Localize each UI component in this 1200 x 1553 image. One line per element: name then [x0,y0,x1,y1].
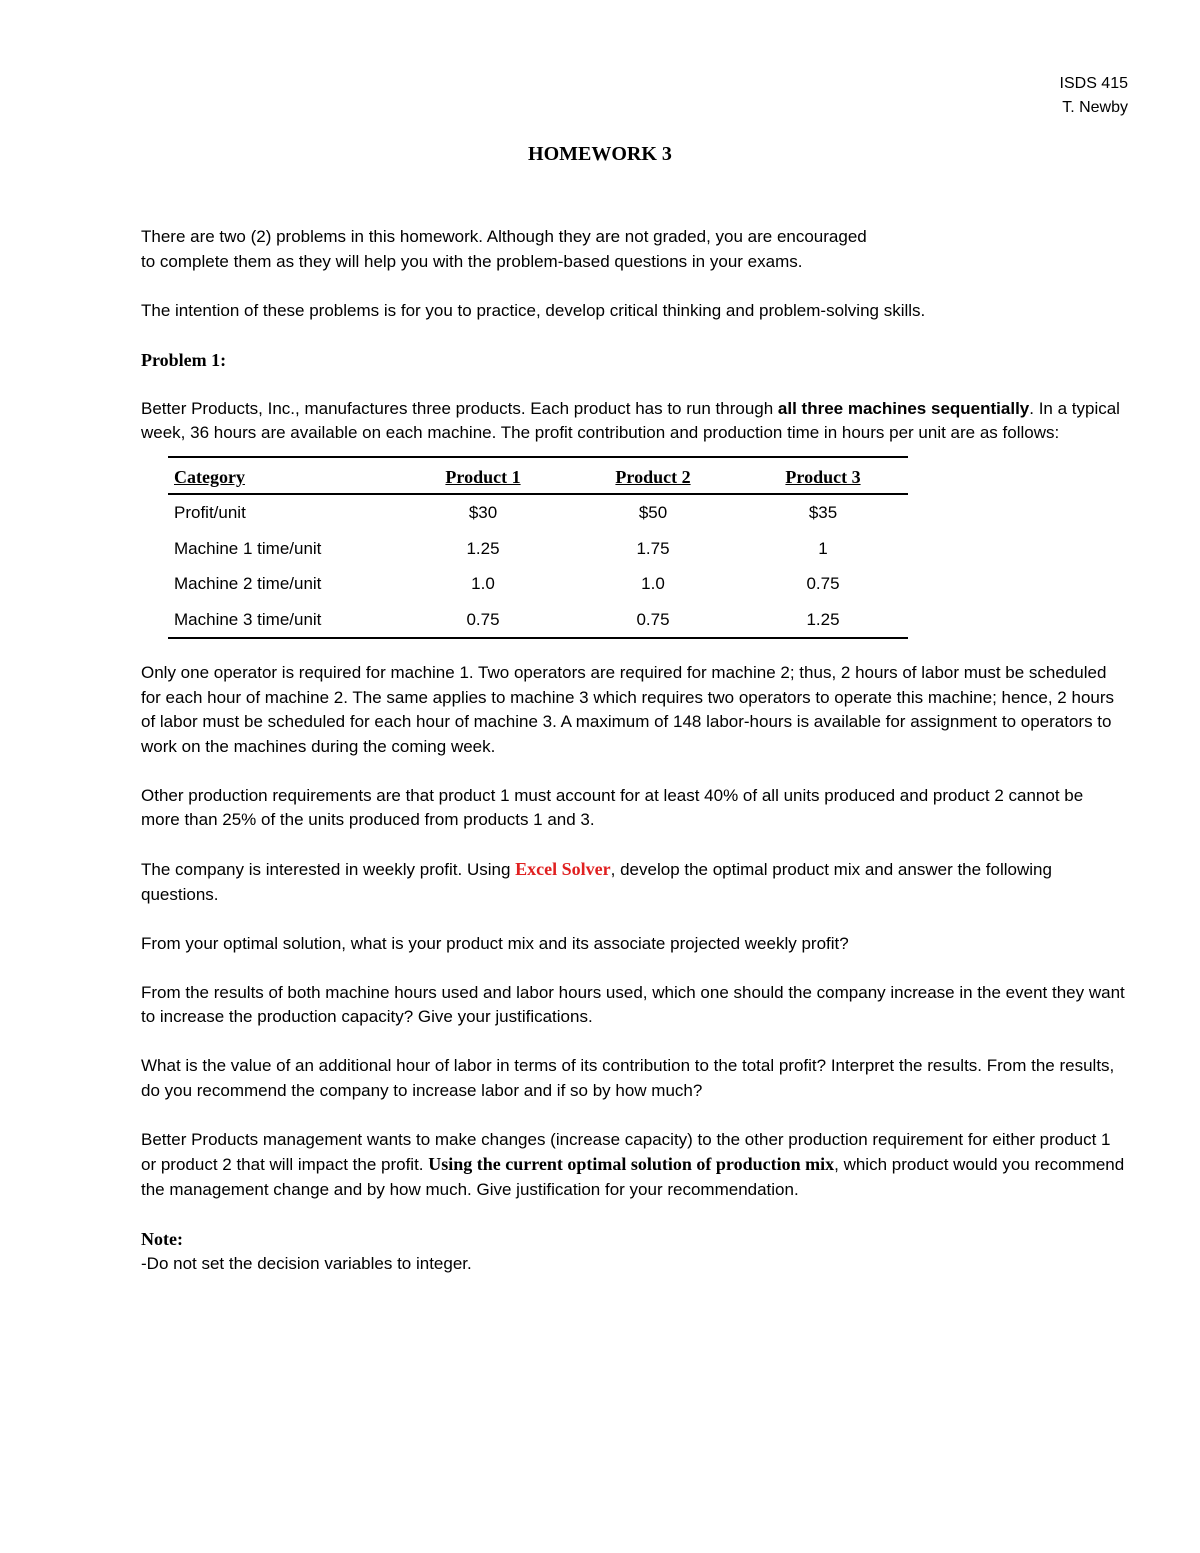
table-header: Product 3 [738,457,908,495]
table-row [168,531,908,567]
problem-description [141,397,1126,446]
intro-paragraph [141,225,1126,274]
page-title: HOMEWORK 3 [528,143,672,165]
table-cell: 1 [818,538,828,558]
course-code: ISDS 415 [1059,75,1128,92]
intention-paragraph: The intention of these problems is for you to practice, develop critical thinking and problem-solving skills. [141,300,926,320]
intro-line-1: There are two (2) problems in this homework. Although they are not graded, you are encouraged [141,227,867,246]
desc-all-machines: all three machines [777,398,927,418]
production-table [168,456,908,640]
table-cell: Machine 1 time/unit [174,538,322,558]
table-header: Category [168,457,398,495]
document-body [141,225,1126,1301]
table-cell: 1.0 [641,574,665,593]
header-info [1060,72,1128,120]
q4-text-b: , which product would you recommend the management change and by how much. Give justification for your recommendation. [141,1155,1125,1199]
table-cell: $50 [638,503,668,522]
table-cell: 1.0 [471,574,495,593]
desc-text-a: Better Products, Inc., manufactures three products. Each product has to run through [141,398,778,418]
question-2: From the results of both machine hours used and labor hours used, which one should the company increase in the event they want to increase the production capacity? Give your justifications. [141,982,1125,1026]
question-4 [141,1128,1126,1203]
problem-heading: Problem 1: [141,349,227,370]
question-1: From your optimal solution, what is your product mix and its associate projected weekly profit? [141,933,849,953]
intro-line-2: to complete them as they will help you with the problem-based questions in your exams. [141,251,803,271]
table-cell: Machine 2 time/unit [174,574,322,593]
excel-solver-highlight: Excel Solver [515,859,611,879]
requirements-paragraph: Other production requirements are that product 1 must account for at least 40% of all units produced and product 2 cannot be more than 25% of the units produced from products 1 and 3. [141,785,1084,829]
table-row [168,566,908,602]
operators-paragraph: Only one operator is required for machine 1. Two operators are required for machine 2; thus, 2 hours of labor must be scheduled for each hour of machine 2. The same applies to machine 3 which requires two operators to operate this machine; hence, 2 hours of labor must be scheduled for each hour of machine 3. A maximum of 148 labor-hours is available for assignment to operators to work on the machines during the coming week. [141,663,1115,756]
table-cell: $30 [468,503,498,522]
note-heading: Note: [141,1228,183,1249]
desc-sequentially: sequentially [930,398,1030,418]
interest-text-a: The company is interested in weekly profit. Using [141,860,516,879]
note-text: -Do not set the decision variables to integer. [141,1254,472,1273]
question-3: What is the value of an additional hour of labor in terms of its contribution to the total profit? Interpret the results. From the results, do you recommend the company to increase labor and if so by how much? [141,1056,1115,1100]
table-header-row [168,457,908,495]
table-header: Product 2 [568,457,738,495]
desc-text-b: . In a typical week, 36 hours are available on each machine. The profit contribution and production time in hours per unit are as follows: [141,398,1120,442]
table-cell: Profit/unit [174,503,246,522]
table-cell: 1.75 [636,538,670,558]
q4-text-a: Better Products management wants to make changes (increase capacity) to the other production requirement for either product 1 or product 2 that will impact the profit. [141,1129,1111,1174]
q4-bold-text: Using the current optimal solution of production mix [428,1154,835,1174]
interest-text-b: , develop the optimal product mix and answer the following questions. [141,860,1052,904]
table-cell: 1.25 [466,538,500,558]
table-row [168,494,908,531]
note-section [141,1227,1126,1277]
table-cell: 0.75 [466,609,500,629]
table-cell: 0.75 [806,574,840,593]
table-header: Product 1 [398,457,568,495]
table-cell: $35 [808,503,838,522]
table-cell: Machine 3 time/unit [174,609,322,629]
table-cell: 1.25 [806,609,840,629]
author-name: T. Newby [1062,99,1128,116]
interest-paragraph [141,857,1126,907]
table-cell: 0.75 [636,609,670,629]
table-row [168,602,908,639]
